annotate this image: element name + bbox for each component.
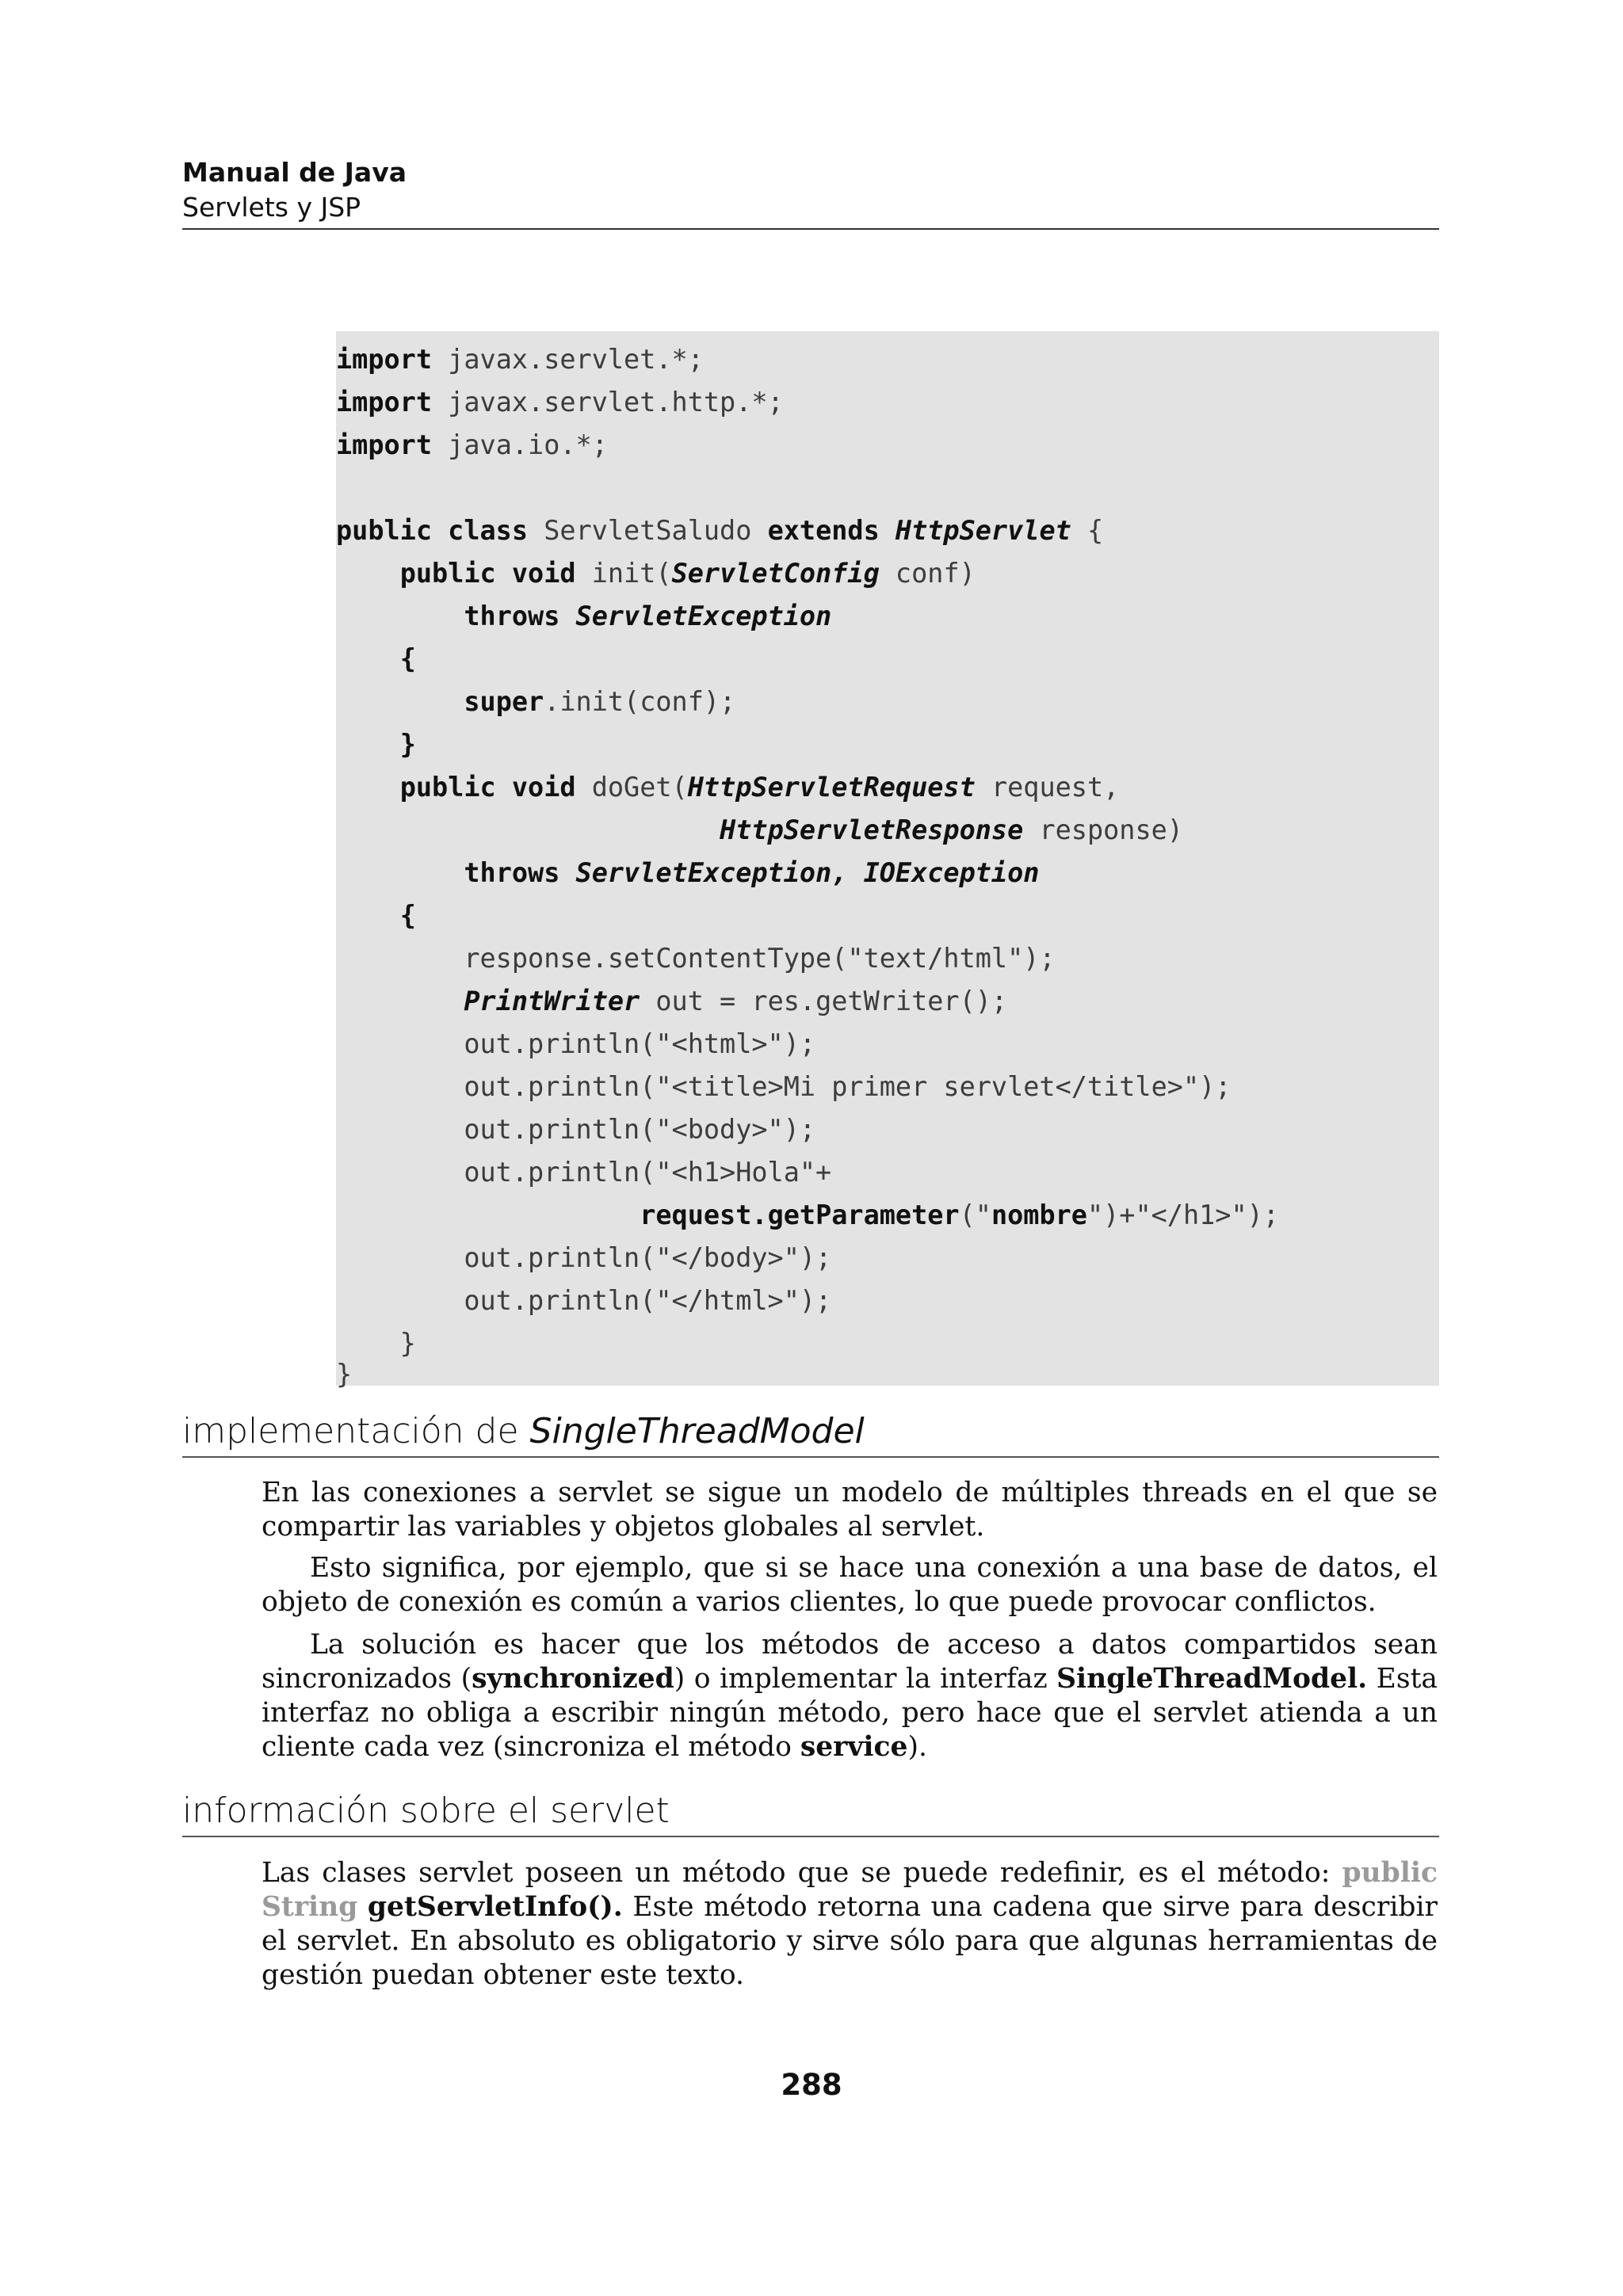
code-token bbox=[336, 900, 400, 931]
code-token: HttpServletRequest bbox=[687, 772, 976, 803]
code-token: out.println("<html>"); bbox=[336, 1028, 816, 1059]
book-title: Manual de Java bbox=[182, 157, 407, 188]
code-token: public void bbox=[399, 772, 576, 803]
code-line bbox=[336, 1237, 831, 1280]
code-token: public class bbox=[336, 515, 529, 546]
code-token: ")+"</h1>"); bbox=[1086, 1199, 1279, 1230]
code-line bbox=[336, 980, 1007, 1023]
code-token: javax.servlet.*; bbox=[432, 344, 704, 375]
code-line bbox=[336, 595, 831, 638]
code-token bbox=[336, 729, 400, 760]
text: ) o implementar la interfaz bbox=[674, 1663, 1057, 1695]
code-line bbox=[336, 937, 1056, 980]
code-line bbox=[336, 424, 608, 467]
text bbox=[357, 1891, 368, 1923]
code-token bbox=[336, 814, 720, 845]
code-token bbox=[336, 986, 464, 1016]
code-token: (" bbox=[959, 1199, 991, 1230]
keyword-public-string: public String bbox=[262, 1857, 1438, 1923]
code-line bbox=[336, 1066, 1231, 1108]
code-token: out.println("<h1>Hola"+ bbox=[336, 1157, 832, 1188]
code-line bbox=[336, 1023, 815, 1066]
code-line bbox=[336, 852, 1039, 894]
heading-emphasis: SingleThreadModel bbox=[529, 1411, 865, 1451]
paragraph-connection: Esto significa, por ejemplo, que si se hace una conexión a una base de datos, el objeto de conexión es común a varios clientes, lo que puede provocar conflictos. bbox=[262, 1552, 1438, 1618]
code-token bbox=[336, 772, 400, 803]
code-line bbox=[336, 723, 416, 766]
code-token: } bbox=[336, 1328, 416, 1359]
code-token bbox=[336, 1199, 640, 1230]
page-number: 288 bbox=[781, 2068, 842, 2102]
code-token: request, bbox=[975, 772, 1120, 803]
code-line bbox=[336, 681, 735, 723]
code-token: throws bbox=[464, 857, 560, 888]
code-line bbox=[336, 381, 784, 424]
code-token: } bbox=[336, 1359, 353, 1390]
text: ). bbox=[907, 1731, 927, 1763]
code-line bbox=[336, 1353, 352, 1396]
code-line bbox=[336, 1194, 1279, 1237]
code-line bbox=[336, 766, 1119, 809]
code-line bbox=[336, 1108, 815, 1151]
code-block bbox=[336, 331, 1439, 1390]
code-token: java.io.*; bbox=[432, 429, 608, 460]
code-token bbox=[336, 686, 464, 717]
code-token: nombre bbox=[991, 1199, 1087, 1230]
code-token: { bbox=[399, 900, 416, 931]
code-token: conf) bbox=[879, 558, 976, 589]
code-token: public void bbox=[399, 558, 576, 589]
code-line bbox=[336, 552, 976, 595]
code-token bbox=[559, 601, 575, 631]
code-token: ServletException, IOException bbox=[575, 857, 1040, 888]
text: Las clases servlet poseen un método que se puede redefinir, es el método: bbox=[262, 1857, 1342, 1889]
code-token: ServletSaludo bbox=[528, 515, 768, 546]
code-line bbox=[336, 509, 1103, 552]
code-token: out.println("<title>Mi primer servlet</title>"); bbox=[336, 1071, 1232, 1102]
code-token bbox=[336, 558, 400, 589]
code-line bbox=[336, 338, 704, 381]
code-token: HttpServletResponse bbox=[720, 814, 1024, 845]
keyword-getservletinfo: getServletInfo(). bbox=[367, 1891, 623, 1923]
code-token: import bbox=[336, 387, 433, 418]
code-token: request.getParameter bbox=[640, 1199, 960, 1230]
code-token: { bbox=[1071, 515, 1104, 546]
paragraph-solution bbox=[262, 1628, 1438, 1764]
code-token: response) bbox=[1023, 814, 1183, 845]
section-heading-singlethreadmodel bbox=[182, 1409, 1439, 1458]
code-token: HttpServlet bbox=[895, 515, 1071, 546]
code-line bbox=[336, 1280, 831, 1322]
code-token: out = res.getWriter(); bbox=[640, 986, 1008, 1016]
code-token: init( bbox=[575, 558, 672, 589]
paragraph-threads: En las conexiones a servlet se sigue un modelo de múltiples threads en el que se compartir las variables y objetos globales al servlet. bbox=[262, 1477, 1438, 1543]
keyword-singlethreadmodel: SingleThreadModel. bbox=[1056, 1663, 1368, 1695]
code-token: out.println("</html>"); bbox=[336, 1285, 832, 1316]
code-line bbox=[336, 638, 416, 681]
text: Esta interfaz no obliga a escribir ningún método, pero hace que el servlet atienda a un cliente cada vez (sincroniza el método bbox=[262, 1663, 1438, 1763]
code-line bbox=[336, 894, 416, 937]
code-token bbox=[559, 857, 575, 888]
section-heading-servlet-info: información sobre el servlet bbox=[182, 1788, 1439, 1837]
code-line bbox=[336, 809, 1183, 852]
code-token: ServletException bbox=[575, 601, 832, 631]
text: La solución es hacer que los métodos de acceso a datos compartidos sean sincronizados ( bbox=[262, 1629, 1438, 1695]
text: Este método retorna una cadena que sirve para describir el servlet. En absoluto es obligatorio y sirve sólo para que algunas herramientas de gestión puedan obtener este texto. bbox=[262, 1891, 1438, 1991]
code-token: throws bbox=[464, 601, 560, 631]
code-token: .init(conf); bbox=[544, 686, 736, 717]
code-token: response.setContentType("text/html"); bbox=[336, 943, 1056, 974]
code-token bbox=[880, 515, 896, 546]
code-token bbox=[336, 857, 464, 888]
code-token: PrintWriter bbox=[464, 986, 640, 1016]
heading-text: implementación de bbox=[182, 1411, 530, 1451]
code-line bbox=[336, 1151, 831, 1194]
chapter-title: Servlets y JSP bbox=[182, 192, 361, 223]
code-token bbox=[336, 601, 464, 631]
code-token: doGet( bbox=[575, 772, 688, 803]
code-token bbox=[336, 643, 400, 674]
code-token: { bbox=[399, 643, 416, 674]
paragraph-servlet-info bbox=[262, 1856, 1438, 1993]
code-token: javax.servlet.http.*; bbox=[432, 387, 784, 418]
code-token: extends bbox=[767, 515, 880, 546]
code-token: super bbox=[464, 686, 544, 717]
code-token: } bbox=[399, 729, 416, 760]
code-token: import bbox=[336, 429, 433, 460]
code-token: out.println("<body>"); bbox=[336, 1114, 816, 1145]
keyword-service: service bbox=[800, 1731, 908, 1763]
code-token: out.println("</body>"); bbox=[336, 1242, 832, 1273]
code-token: import bbox=[336, 344, 433, 375]
keyword-synchronized: synchronized bbox=[472, 1663, 674, 1695]
page-header bbox=[182, 155, 1439, 230]
code-token: ServletConfig bbox=[671, 558, 880, 589]
